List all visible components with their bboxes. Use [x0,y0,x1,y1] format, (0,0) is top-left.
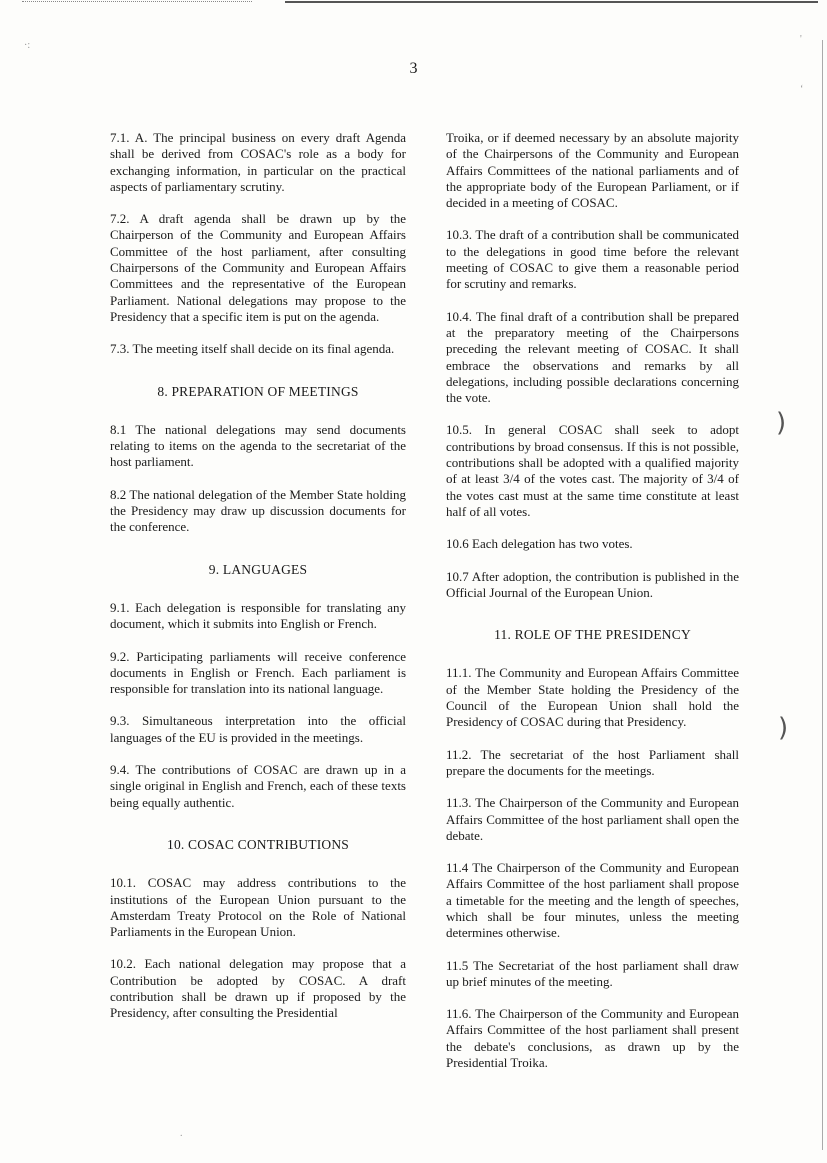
paragraph: 10.1. COSAC may address contributions to the institutions of the European Union pursuant to the Amsterdam Treaty Protocol on the Role of National Parliaments in the European Union. [110,875,406,940]
paragraph: 9.2. Participating parliaments will receive conference documents in English or French. Each parliament is responsible for translation into its national language. [110,648,406,697]
paragraph: 7.2. A draft agenda shall be drawn up by the Chairperson of the Community and European Affairs Committee of the host parliament, after consulting Chairpersons of the Community and European Affairs Committees and the representative of the European Parliament. National delegations may propose to the Presidency that a specific item is put on the agenda. [110,211,406,324]
paragraph: 10.5. In general COSAC shall seek to adopt contributions by broad consensus. If this is not possible, contributions shall be adopted with a qualified majority of at least 3/4 of the votes cast. The majority of 3/4 of the votes cast must at the same time constitute at least half of all votes. [446,422,739,519]
paragraph: 11.3. The Chairperson of the Community and European Affairs Committee of the host parliament shall open the debate. [446,795,739,843]
page-number: 3 [409,60,418,77]
paragraph: 11.1. The Community and European Affairs Committee of the Member State holding the Presidency of the Council of the European Union shall hold the Presidency of COSAC during that Presidency. [446,665,739,730]
scan-line-right [285,1,818,3]
paragraph: 11.5 The Secretariat of the host parliament shall draw up brief minutes of the meeting. [446,957,739,989]
paragraph: 10.4. The final draft of a contribution shall be prepared at the preparatory meeting of the Chairpersons preceding the relevant meeting of COSAC. It shall embrace the observations and remarks by all delegations, including possible declarations concerning the vote. [446,308,739,406]
scan-line-left [22,1,252,2]
left-column [110,130,406,1038]
section-heading: 10. COSAC CONTRIBUTIONS [167,836,349,852]
scan-speck: ' [800,34,802,45]
paragraph: 8.2 The national delegation of the Member State holding the Presidency may draw up discussion documents for the conference. [110,486,406,535]
right-column [446,130,739,1087]
paragraph: 10.6 Each delegation has two votes. [446,536,633,552]
punch-hole-mark-lower: ) [778,713,789,743]
scan-speck: ‘ [800,84,804,95]
scan-speck: . [180,1128,183,1139]
paragraph: 10.3. The draft of a contribution shall be communicated to the delegations in good time before the relevant meeting of COSAC to give them a reasonable period for scrutiny and remarks. [446,227,739,292]
paragraph: 10.7 After adoption, the contribution is published in the Official Journal of the European Union. [446,568,739,600]
paragraph: 10.2. Each national delegation may propose that a Contribution be adopted by COSAC. A draft contribution shall be drawn up if proposed by the Presidency, after consulting the Presidential [110,956,406,1021]
paragraph: 9.3. Simultaneous interpretation into the official languages of the EU is provided in the meetings. [110,713,406,745]
section-heading: 11. ROLE OF THE PRESIDENCY [494,627,691,643]
paragraph: 11.6. The Chairperson of the Community and European Affairs Committee of the host parliament shall present the debate's conclusions, as drawn up by the Presidential Troika. [446,1006,739,1071]
paragraph: 11.2. The secretariat of the host Parliament shall prepare the documents for the meetings. [446,746,739,778]
paragraph: Troika, or if deemed necessary by an absolute majority of the Chairpersons of the Community and European Affairs Committees of the national parliaments and of the appropriate body of the European Parliament, or if decided in a meeting of COSAC. [446,130,739,211]
paragraph: 8.1 The national delegations may send documents relating to items on the agenda to the secretariat of the host parliament. [110,421,406,470]
section-heading: 9. LANGUAGES [208,561,308,577]
punch-hole-mark-upper: ) [776,408,787,438]
paragraph: 7.1. A. The principal business on every draft Agenda shall be derived from COSAC's role as a body for exchanging information, in particular on the practical aspects of parliamentary scrutiny. [110,130,406,194]
section-heading: 8. PREPARATION OF MEETINGS [157,383,359,399]
scan-top-edge [0,0,827,8]
scan-right-edge [822,40,823,1150]
paragraph: 7.3. The meeting itself shall decide on its final agenda. [110,341,395,357]
paragraph: 9.4. The contributions of COSAC are drawn up in a single original in English and French, each of these texts being equally authentic. [110,762,406,810]
paragraph: 9.1. Each delegation is responsible for translating any document, which it submits into English or French. [110,599,406,632]
paragraph: 11.4 The Chairperson of the Community and European Affairs Committee of the host parliament shall propose a timetable for the meeting and the length of speeches, which shall be four minutes, unless the meeting determines otherwise. [446,860,739,941]
scan-speck: ·: [24,40,31,51]
